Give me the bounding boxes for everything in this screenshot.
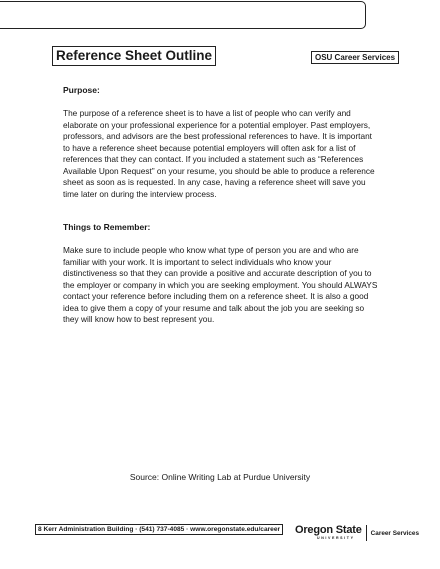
header-banner-box	[0, 1, 366, 29]
logo-divider	[366, 525, 367, 541]
footer-contact-info: 8 Kerr Administration Building · (541) 737-4085 · www.oregonstate.edu/career	[35, 524, 283, 535]
logo-wordmark	[295, 525, 362, 541]
page-title: Reference Sheet Outline	[52, 46, 216, 66]
logo-unit-text: Career Services	[370, 529, 419, 537]
logo-main-text: Oregon State	[295, 524, 362, 537]
logo-sub-text: UNIVERSITY	[317, 536, 355, 541]
purpose-heading: Purpose:	[63, 85, 100, 95]
university-logo	[295, 523, 419, 543]
source-citation: Source: Online Writing Lab at Purdue University	[129, 472, 311, 482]
purpose-paragraph: The purpose of a reference sheet is to have a list of people who can verify and elaborate on your professional experience for a potential employer. Past employers, professors, and advisors are the best professional references to have. It is important to have a reference sheet because potential employers will often ask for a list of references that they can contact. If you included a statement such as “References Available Upon Request” on your resume, you should be able to produce a reference sheet as soon as is requested. In any case, having a reference sheet will save you time later on during the interview process.	[63, 108, 375, 199]
things-to-remember-paragraph: Make sure to include people who know what type of person you are and who are familiar with your work. It is important to select individuals who know your distinctiveness so that they can provide a positive and accurate description of you to the employer or company in which you are seeking employment. You should ALWAYS contact your reference before including them on a reference sheet. It is also a good idea to give them a copy of your resume and talk about the job you are seeking so they will know how to best represent you.	[63, 245, 378, 324]
things-to-remember-heading: Things to Remember:	[63, 222, 151, 232]
department-label: OSU Career Services	[311, 51, 399, 64]
